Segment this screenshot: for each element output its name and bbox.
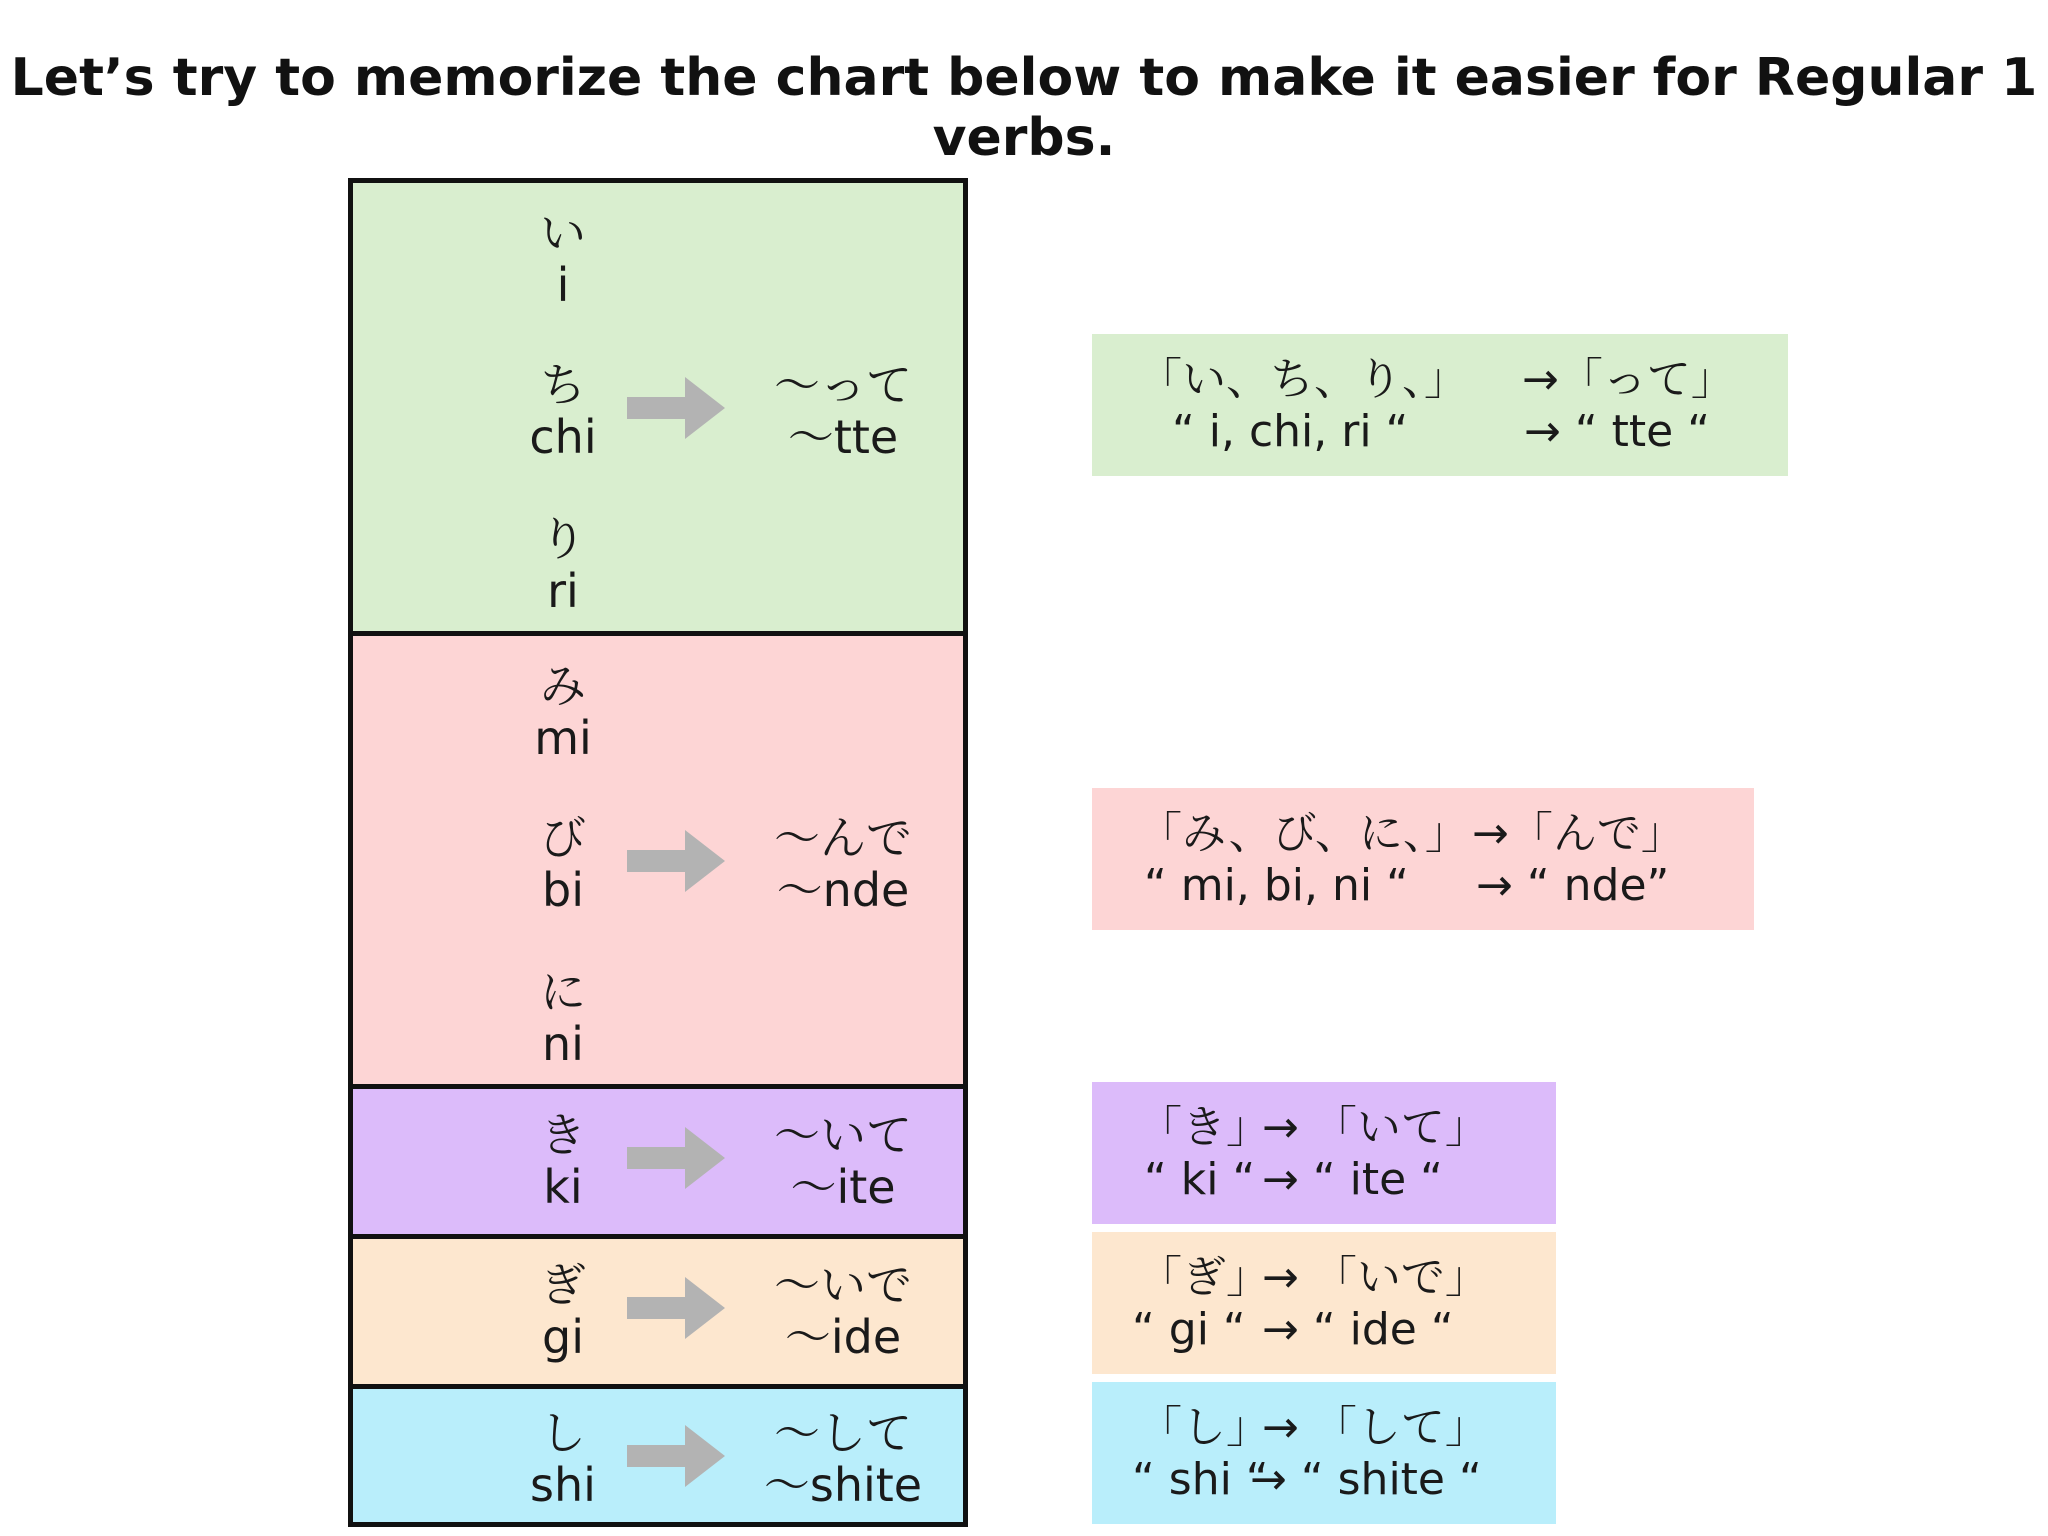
syllable-gi	[473, 1259, 653, 1363]
summary-romaji-from: “ mi, bi, ni “	[1144, 860, 1409, 911]
group-mi-bi-ni	[353, 636, 963, 1089]
syllable-romaji: mi	[534, 711, 592, 765]
summary-romaji-from: “ ki “	[1144, 1154, 1256, 1205]
ending-ite	[733, 1109, 953, 1213]
summary-box-ite	[1092, 1082, 1556, 1224]
right-arrow-icon	[627, 373, 727, 443]
syllable-bi	[473, 812, 653, 916]
syllable-romaji: ni	[542, 1017, 584, 1071]
ending-romaji: 〜ide	[784, 1310, 902, 1364]
syllable-ki	[473, 1109, 653, 1213]
summary-kana-to: → 「いて」	[1262, 1102, 1489, 1153]
group-ki	[353, 1089, 963, 1239]
syllable-romaji: ki	[543, 1160, 583, 1214]
summary-box-tte	[1092, 334, 1788, 476]
summary-romaji-from: “ gi “	[1132, 1304, 1246, 1355]
syllable-i	[473, 207, 653, 311]
page-title: Let’s try to memorize the chart below to make it easier for Regular 1 verbs.	[10, 48, 2038, 168]
conjugation-chart	[348, 178, 968, 1527]
ending-kana: 〜いで	[774, 1258, 912, 1312]
syllable-kana: ち	[540, 358, 586, 412]
syllable-chi	[473, 359, 653, 463]
summary-romaji-to: → “ ide “	[1262, 1304, 1454, 1355]
ending-tte	[733, 359, 953, 463]
ending-romaji: 〜nde	[776, 863, 910, 917]
syllable-kana: り	[540, 512, 586, 566]
summary-box-ide	[1092, 1232, 1556, 1374]
syllable-ni	[473, 966, 653, 1070]
summary-romaji-to: → “ tte “	[1524, 406, 1710, 457]
right-arrow-icon	[627, 1123, 727, 1193]
ending-kana: 〜いて	[774, 1108, 912, 1162]
syllable-romaji: bi	[542, 863, 584, 917]
syllable-romaji: gi	[542, 1310, 584, 1364]
syllable-romaji: chi	[529, 410, 597, 464]
syllable-romaji: ri	[547, 564, 579, 618]
ending-romaji: 〜ite	[790, 1160, 896, 1214]
group-gi	[353, 1239, 963, 1389]
syllable-kana: び	[540, 811, 586, 865]
ending-kana: 〜って	[774, 358, 912, 412]
summary-kana-from: 「ぎ」	[1138, 1252, 1270, 1303]
syllable-kana: い	[540, 206, 586, 260]
ending-kana: 〜んで	[774, 811, 912, 865]
syllable-kana: ぎ	[540, 1258, 586, 1312]
ending-shite	[733, 1407, 953, 1511]
summary-romaji-to: → “ shite “	[1250, 1454, 1482, 1505]
summary-kana-to: →「んで」	[1472, 808, 1685, 859]
summary-kana-from: 「い、ち、り、」	[1138, 354, 1468, 405]
ending-ide	[733, 1259, 953, 1363]
summary-kana-from: 「し」	[1138, 1402, 1270, 1453]
ending-romaji: 〜tte	[787, 410, 899, 464]
summary-kana-to: → 「して」	[1262, 1402, 1489, 1453]
right-arrow-icon	[627, 1421, 727, 1491]
ending-nde	[733, 812, 953, 916]
summary-kana-from: 「き」	[1138, 1102, 1270, 1153]
summary-romaji-to: → “ nde”	[1476, 860, 1670, 911]
syllable-kana: に	[540, 965, 586, 1019]
syllable-kana: き	[540, 1108, 586, 1162]
ending-romaji: 〜shite	[763, 1458, 923, 1512]
syllable-kana: み	[540, 659, 586, 713]
summary-kana-to: → 「いで」	[1262, 1252, 1489, 1303]
summary-box-shite	[1092, 1382, 1556, 1524]
summary-kana-from: 「み、び、に、」	[1138, 808, 1469, 859]
summary-kana-to: →「って」	[1522, 354, 1735, 405]
group-shi	[353, 1389, 963, 1522]
syllable-mi	[473, 660, 653, 764]
group-i-chi-ri	[353, 183, 963, 636]
right-arrow-icon	[627, 1273, 727, 1343]
syllable-romaji: i	[556, 258, 570, 312]
syllable-romaji: shi	[530, 1458, 596, 1512]
summary-box-nde	[1092, 788, 1754, 930]
syllable-ri	[473, 513, 653, 617]
right-arrow-icon	[627, 826, 727, 896]
syllable-shi	[473, 1407, 653, 1511]
syllable-kana: し	[540, 1406, 586, 1460]
summary-romaji-from: “ i, chi, ri “	[1172, 406, 1409, 457]
ending-kana: 〜して	[774, 1406, 912, 1460]
summary-romaji-from: “ shi “	[1132, 1454, 1269, 1505]
summary-romaji-to: → “ ite “	[1262, 1154, 1443, 1205]
